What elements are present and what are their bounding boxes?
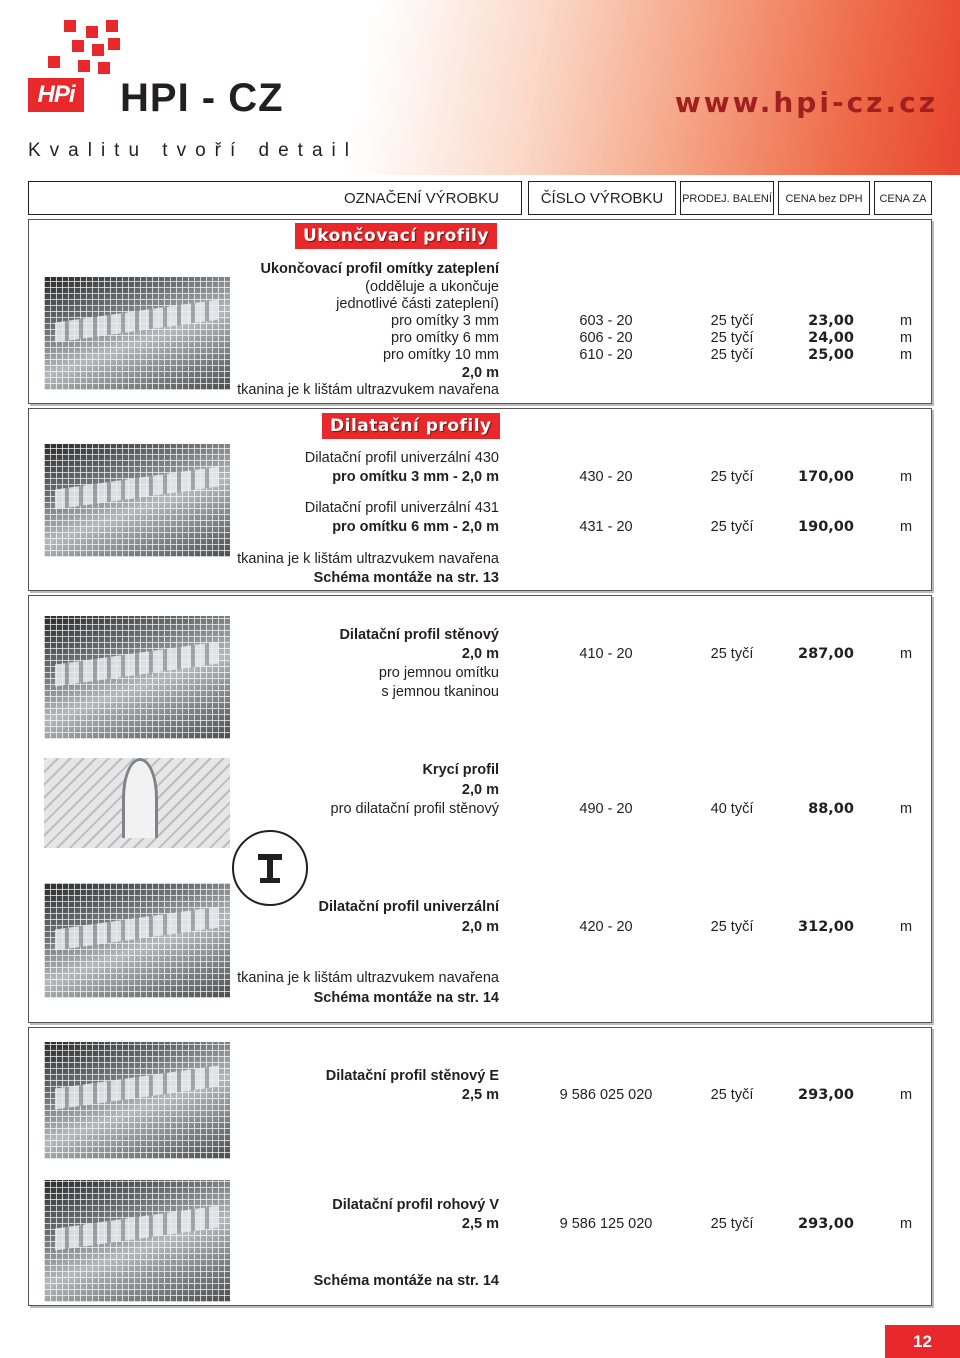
univerzalni-line-2: 2,0 m (461, 919, 499, 935)
ukoncovaci-line-3: jednotlivé části zateplení) (336, 296, 499, 312)
category-title-ukoncovaci: Ukončovací profily (295, 223, 497, 249)
product-image-rohovy-v (44, 1180, 230, 1302)
product-image-stenovy (44, 616, 230, 739)
stenovy-line-2: 2,0 m (461, 646, 499, 662)
rohovy-v-package: 25 tyčí (710, 1216, 754, 1232)
univerzalni-unit: m (899, 919, 913, 935)
ukoncovaci-line-8: tkanina je k lištám ultrazvukem navařena (237, 382, 499, 398)
brand-name: HPI - CZ (120, 76, 284, 120)
rohovy-v-line-2: 2,5 m (461, 1216, 499, 1232)
univerzalni-package: 25 tyčí (710, 919, 754, 935)
ukoncovaci-row1-package: 25 tyčí (710, 313, 754, 329)
kryci-price: 88,00 (808, 801, 854, 817)
stenovy-e-number: 9 586 025 020 (559, 1087, 653, 1103)
stenovy-e-price: 293,00 (798, 1087, 854, 1103)
ukoncovaci-row3-price: 25,00 (808, 347, 854, 363)
dilatacni-schema: Schéma montáže na str. 13 (313, 570, 499, 586)
stenovy-price: 287,00 (798, 646, 854, 662)
kryci-number: 490 - 20 (579, 801, 633, 817)
ukoncovaci-row1-number: 603 - 20 (579, 313, 633, 329)
p431-unit: m (899, 519, 913, 535)
univerzalni-note: tkanina je k lištám ultrazvukem navařena (237, 970, 499, 986)
kryci-unit: m (899, 801, 913, 817)
p431-line-2: pro omítku 6 mm - 2,0 m (332, 519, 499, 535)
stenovy-e-line-1: Dilatační profil stěnový E (325, 1068, 499, 1084)
profile-section-icon (232, 830, 308, 906)
ukoncovaci-row2-price: 24,00 (808, 330, 854, 346)
ukoncovaci-line-6: pro omítky 10 mm (382, 347, 499, 363)
p431-price: 190,00 (798, 519, 854, 535)
product-image-stenovy-e (44, 1042, 230, 1159)
ukoncovaci-row2-number: 606 - 20 (579, 330, 633, 346)
page-number: 12 (885, 1325, 960, 1358)
dilatacni-note: tkanina je k lištám ultrazvukem navařena (237, 551, 499, 567)
tagline: Kvalitu tvoří detail (28, 140, 358, 161)
p430-price: 170,00 (798, 469, 854, 485)
stenovy-e-unit: m (899, 1087, 913, 1103)
ukoncovaci-row3-package: 25 tyčí (710, 347, 754, 363)
rohovy-v-schema: Schéma montáže na str. 14 (313, 1273, 499, 1289)
ukoncovaci-line-1: Ukončovací profil omítky zateplení (260, 261, 499, 277)
kryci-line-2: 2,0 m (461, 782, 499, 798)
column-designation: OZNAČENÍ VÝROBKU (28, 181, 522, 215)
stenovy-package: 25 tyčí (710, 646, 754, 662)
rohovy-v-unit: m (899, 1216, 913, 1232)
category-title-dilatacni: Dilatační profily (322, 413, 500, 439)
stenovy-e-package: 25 tyčí (710, 1087, 754, 1103)
ukoncovaci-line-2: (odděluje a ukončuje (365, 279, 499, 295)
p430-number: 430 - 20 (579, 469, 633, 485)
p431-package: 25 tyčí (710, 519, 754, 535)
ukoncovaci-line-5: pro omítky 6 mm (391, 330, 499, 346)
p431-line-1: Dilatační profil univerzální 431 (304, 500, 499, 516)
column-package: PRODEJ. BALENÍ (680, 181, 774, 215)
univerzalni-price: 312,00 (798, 919, 854, 935)
p430-line-1: Dilatační profil univerzální 430 (304, 450, 499, 466)
univerzalni-line-1: Dilatační profil univerzální (318, 899, 499, 915)
p430-line-2: pro omítku 3 mm - 2,0 m (332, 469, 499, 485)
rohovy-v-price: 293,00 (798, 1216, 854, 1232)
product-image-dilatacni-430 (44, 444, 230, 557)
ukoncovaci-row1-price: 23,00 (808, 313, 854, 329)
univerzalni-number: 420 - 20 (579, 919, 633, 935)
univerzalni-schema: Schéma montáže na str. 14 (313, 990, 499, 1006)
kryci-line-1: Krycí profil (422, 762, 499, 778)
stenovy-unit: m (899, 646, 913, 662)
product-image-kryci (44, 758, 230, 848)
ukoncovaci-row1-unit: m (899, 313, 913, 329)
stenovy-e-line-2: 2,5 m (461, 1087, 499, 1103)
p431-number: 431 - 20 (579, 519, 633, 535)
company-logo (28, 20, 120, 112)
product-image-univerzalni (44, 883, 230, 998)
logo-text: HPi (28, 78, 84, 112)
column-number: ČÍSLO VÝROBKU (528, 181, 676, 215)
rohovy-v-line-1: Dilatační profil rohový V (332, 1197, 499, 1213)
ukoncovaci-row2-package: 25 tyčí (710, 330, 754, 346)
p430-unit: m (899, 469, 913, 485)
kryci-package: 40 tyčí (710, 801, 754, 817)
stenovy-number: 410 - 20 (579, 646, 633, 662)
product-image-ukoncovaci (44, 277, 230, 390)
ukoncovaci-row3-unit: m (899, 347, 913, 363)
ukoncovaci-row3-number: 610 - 20 (579, 347, 633, 363)
website-link[interactable]: www.hpi-cz.cz (674, 86, 938, 119)
rohovy-v-number: 9 586 125 020 (559, 1216, 653, 1232)
column-price: CENA bez DPH (778, 181, 870, 215)
ukoncovaci-line-4: pro omítky 3 mm (391, 313, 499, 329)
kryci-line-3: pro dilatační profil stěnový (330, 801, 499, 817)
stenovy-line-1: Dilatační profil stěnový (339, 627, 499, 643)
ukoncovaci-line-7: 2,0 m (461, 365, 499, 381)
stenovy-line-4: s jemnou tkaninou (381, 684, 499, 700)
p430-package: 25 tyčí (710, 469, 754, 485)
stenovy-line-3: pro jemnou omítku (378, 665, 499, 681)
ukoncovaci-row2-unit: m (899, 330, 913, 346)
column-price-per: CENA ZA (874, 181, 932, 215)
